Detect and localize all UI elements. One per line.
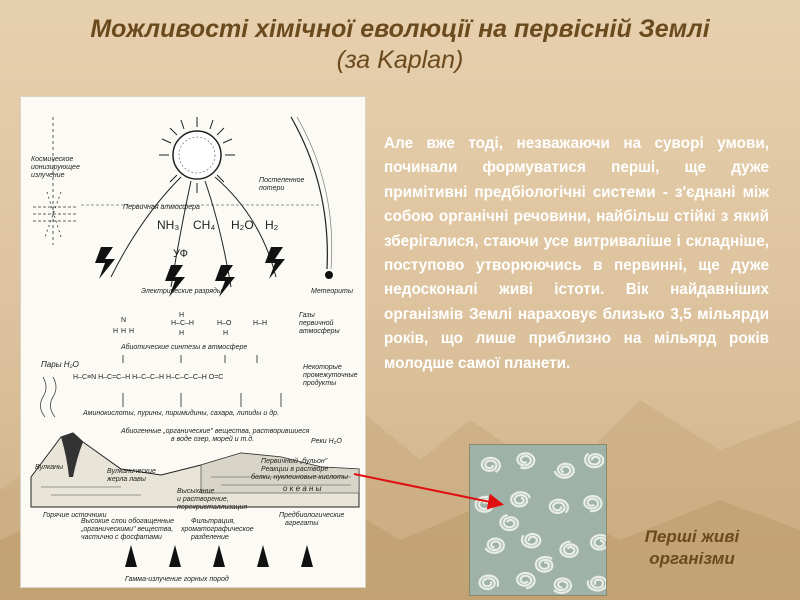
intermediate-label-2: промежуточные: [303, 372, 358, 379]
gamma-arrows: [125, 545, 313, 567]
molecule-ch4: CH₄: [193, 218, 216, 232]
layers-label-3: частично с фосфатами: [81, 534, 162, 541]
molecule-h2o: H₂O: [231, 218, 254, 232]
lava-label-1: Вулканические: [107, 468, 156, 475]
svg-text:H–H: H–H: [253, 320, 268, 327]
meteor-icon: [291, 117, 333, 279]
broth-label-3: белки, нуклеиновые кислоты: [251, 474, 348, 481]
atmosphere-label: Первичная атмосфера: [123, 204, 200, 211]
drying-label-3: перекристаллизация: [177, 504, 248, 511]
gases-label-1: Газы: [299, 312, 315, 319]
flux-label-1: Постепенное: [259, 177, 305, 184]
synthesis-label: Абиотические синтезы в атмосфере: [121, 344, 248, 351]
hot-spring-label: Горячие источники: [43, 512, 107, 519]
cosmic-radiation-lines: [33, 117, 76, 245]
lava-label-2: жерла лавы: [107, 476, 146, 483]
lightning-label: Электрические разряды: [141, 288, 223, 295]
gases-label-2: первичной: [299, 320, 334, 327]
prebio-label-2: агрегаты: [285, 520, 319, 527]
slide-title: [0, 14, 800, 76]
rain-label: Реки H₂O: [311, 438, 342, 445]
svg-text:H: H: [179, 312, 185, 319]
layers-label-2: „органическими" вещества,: [81, 526, 174, 533]
meteor-label: Метеориты: [311, 288, 354, 295]
svg-text:H: H: [121, 328, 127, 335]
vapor-label: Пары H₂O: [41, 360, 79, 369]
svg-text:H–C–H: H–C–H: [171, 320, 194, 327]
broth-label-2: Реакции в растворе: [261, 466, 329, 473]
caption: [612, 526, 772, 570]
intermediate-label-3: продукты: [303, 380, 337, 387]
svg-text:H–O: H–O: [217, 320, 232, 327]
organics-label-2: в воде озер, морей и т.д.: [171, 436, 255, 443]
structural-formulas: [113, 312, 267, 337]
caption-line-2: організми: [649, 549, 735, 568]
cosmic-label-3: излучение: [31, 172, 65, 179]
broth-label-1: Первичный „бульон": [261, 458, 328, 465]
filter-label-1: Фильтрация,: [191, 518, 236, 525]
caption-line-1: Перші живі: [644, 527, 740, 546]
monomers-label: Аминокислоты, пурины, пиримидины, сахара, липиды и др.: [83, 410, 279, 417]
svg-text:H: H: [223, 330, 229, 337]
subtitle-author: за Kaplan: [344, 46, 456, 74]
organics-label-1: Абиогенные „органические" вещества, растворившиеся: [121, 428, 310, 435]
volcano-label: Вулканы: [35, 464, 64, 471]
chemical-evolution-diagram: [20, 96, 366, 588]
intermediate-formulas: H–C≡N H–C=C–H H–C–C–H H–C–C–C–H O=C: [73, 374, 224, 381]
gases-label-3: атмосферы: [299, 328, 340, 335]
prebio-label-1: Предбиологические: [279, 512, 345, 519]
layers-label-1: Высокие слои обогащенные: [81, 518, 175, 525]
title-subtitle: (за Kaplan): [336, 46, 464, 74]
ocean-label: о к е а н ы: [283, 484, 322, 493]
molecule-nh3: NH₃: [157, 218, 180, 232]
drying-label-2: и растворение,: [177, 496, 229, 503]
svg-text:H: H: [113, 328, 119, 335]
sun-icon: [159, 117, 235, 193]
filter-label-3: разделение: [191, 534, 229, 541]
drying-label-1: Высыхание: [177, 488, 215, 495]
molecule-h2: H₂: [265, 218, 279, 232]
microfossil-image: [469, 444, 607, 596]
intermediate-label-1: Некоторые: [303, 364, 342, 371]
svg-text:H: H: [179, 330, 185, 337]
uv-label: УФ: [173, 248, 188, 260]
title-main: Можливості хімічної еволюції на первісній Землі: [90, 15, 710, 43]
cosmic-label-1: Космическое: [31, 156, 74, 163]
svg-text:N: N: [121, 317, 127, 324]
flux-label-2: потери: [259, 185, 285, 192]
body-paragraph: Але вже тоді, незважаючи на суворі умови, починали формуватися перші, ще дуже примітивні предбіологічні системи - з'єднані між собою органічні речовини, найбільш стійкі з який зберігалися, стаючи усе витриваліше і складніше, поступово утворюючись в первинні, ще дуже недосконалі живі істоти. Вік найдавніших організмів Землі нараховує близько 3,5 мільярди років, що лише приблизно на мільярд років молодше самої планети.: [384, 135, 769, 372]
cosmic-label-2: ионизирующее: [31, 164, 80, 171]
gamma-label: Гамма-излучение горных пород: [125, 576, 229, 583]
filter-label-2: хроматографическое: [181, 526, 254, 533]
steam-icon: [40, 377, 56, 417]
svg-text:H: H: [129, 328, 135, 335]
